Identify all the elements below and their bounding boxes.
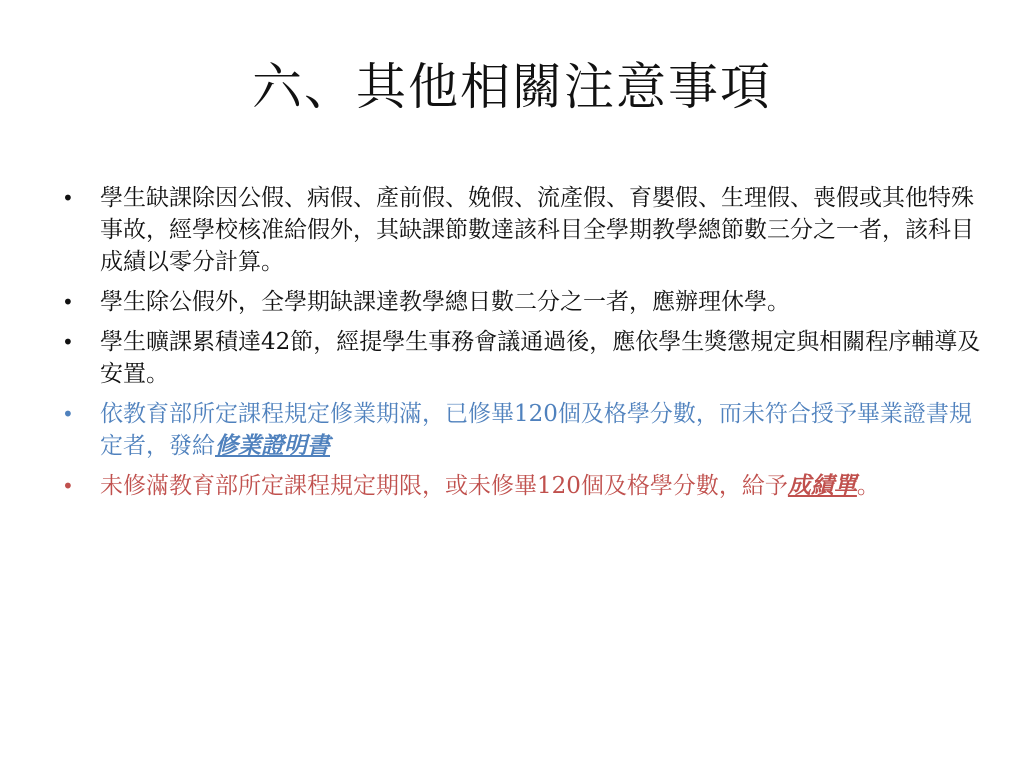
bullet-icon: •	[62, 474, 74, 498]
list-item	[62, 182, 982, 278]
slide-title: 六、其他相關注意事項	[252, 58, 772, 116]
bullet-list	[62, 182, 982, 502]
bullet-text: 學生缺課除因公假、病假、產前假、娩假、流產假、育嬰假、生理假、喪假或其他特殊事故，經學校核准給假外，其缺課節數達該科目全學期教學總節數三分之一者，該科目成績以零分計算。	[100, 185, 974, 275]
list-item	[62, 398, 982, 462]
bullet-text: 依教育部所定課程規定修業期滿，已修畢120個及格學分數，而未符合授予畢業證書規定者，發給	[100, 401, 972, 459]
bullet-icon: •	[62, 290, 74, 314]
list-item	[62, 326, 982, 390]
list-item	[62, 286, 982, 318]
bullet-text: 學生除公假外，全學期缺課達教學總日數二分之一者，應辦理休學。	[100, 289, 790, 315]
bullet-icon: •	[62, 330, 74, 354]
bullet-suffix: 。	[856, 473, 880, 499]
bullet-text: 學生曠課累積達42節，經提學生事務會議通過後，應依學生獎懲規定與相關程序輔導及安置。	[100, 329, 981, 387]
list-item	[62, 470, 982, 502]
certificate-link[interactable]: 修業證明書	[215, 432, 330, 459]
slide-content	[62, 182, 982, 510]
bullet-icon: •	[62, 186, 74, 210]
bullet-text: 未修滿教育部所定課程規定期限，或未修畢120個及格學分數，給予	[100, 473, 788, 499]
transcript-link[interactable]: 成績單	[787, 472, 857, 499]
bullet-icon: •	[62, 402, 74, 426]
